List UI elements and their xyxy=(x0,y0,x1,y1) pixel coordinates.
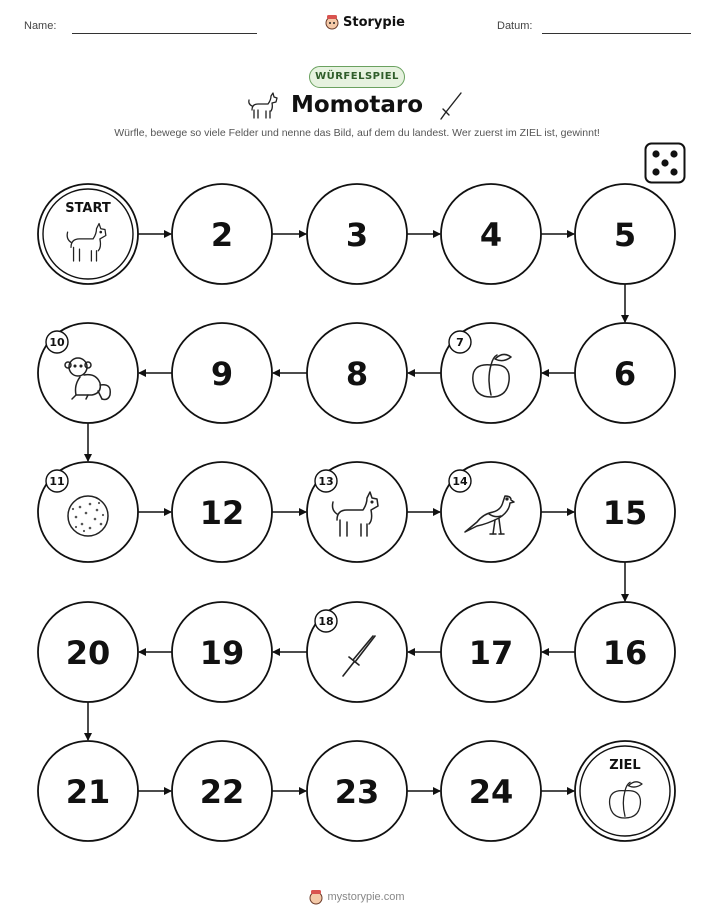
board-cell-15[interactable] xyxy=(575,462,675,562)
cell-number: 3 xyxy=(345,216,369,254)
cell-number: 24 xyxy=(468,773,514,811)
cell-number: 6 xyxy=(613,355,637,393)
board-cell-9[interactable] xyxy=(172,323,272,423)
brand-name: Storypie xyxy=(343,14,405,30)
cell-number: 15 xyxy=(602,494,648,532)
cell-number: 8 xyxy=(345,355,369,393)
storypie-mascot-icon xyxy=(309,889,323,905)
cell-number: 12 xyxy=(199,494,245,532)
board-cell-24[interactable] xyxy=(441,741,541,841)
cell-number: 9 xyxy=(210,355,234,393)
board-cell-16[interactable] xyxy=(575,602,675,702)
board-cell-22[interactable] xyxy=(172,741,272,841)
board-cell-19[interactable] xyxy=(172,602,272,702)
cell-number: 20 xyxy=(65,634,111,672)
cell-number: 19 xyxy=(199,634,245,672)
footer xyxy=(0,889,714,905)
cell-number: 23 xyxy=(334,773,380,811)
board-cell-12[interactable] xyxy=(172,462,272,562)
goal-label: ZIEL xyxy=(609,758,641,773)
board-cell-10[interactable] xyxy=(38,323,138,423)
cell-number: 16 xyxy=(602,634,648,672)
cell-number: 7 xyxy=(456,336,464,349)
board-cell-4[interactable] xyxy=(441,184,541,284)
cell-number: 2 xyxy=(210,216,234,254)
title-text: Momotaro xyxy=(290,92,424,118)
start-label: START xyxy=(65,201,111,216)
board-cell-2[interactable] xyxy=(172,184,272,284)
cell-number: 4 xyxy=(479,216,503,254)
game-type-badge: WÜRFELSPIEL xyxy=(309,66,405,88)
cell-number: 10 xyxy=(49,336,65,349)
board-cell-13[interactable] xyxy=(307,462,407,562)
instructions: Würfle, bewege so viele Felder und nenne das Bild, auf dem du landest. Wer zuerst im ZIEL ist, gewinnt! xyxy=(114,127,600,139)
board-cell-17[interactable] xyxy=(441,602,541,702)
board-cell-5[interactable] xyxy=(575,184,675,284)
cell-number: 22 xyxy=(199,773,245,811)
board-cell-1[interactable] xyxy=(38,184,138,284)
cell-number: 5 xyxy=(613,216,637,254)
cell-number: 21 xyxy=(65,773,111,811)
board-cell-3[interactable] xyxy=(307,184,407,284)
footer-site: mystorypie.com xyxy=(327,891,405,903)
board-cell-23[interactable] xyxy=(307,741,407,841)
date-label: Datum: xyxy=(497,20,533,32)
cell-number: 18 xyxy=(318,615,334,628)
board-cell-14[interactable] xyxy=(441,462,541,562)
cell-number: 11 xyxy=(49,475,65,488)
cell-number: 17 xyxy=(468,634,514,672)
board-cell-6[interactable] xyxy=(575,323,675,423)
cell-number: 14 xyxy=(452,475,468,488)
board-cell-21[interactable] xyxy=(38,741,138,841)
cell-number: 13 xyxy=(318,475,334,488)
board-cell-18[interactable] xyxy=(307,602,407,702)
board-cell-25[interactable] xyxy=(575,741,675,841)
board-cell-11[interactable] xyxy=(38,462,138,562)
board-cell-8[interactable] xyxy=(307,323,407,423)
board-cell-20[interactable] xyxy=(38,602,138,702)
board-cell-7[interactable] xyxy=(441,323,541,423)
cell-circle xyxy=(38,184,138,284)
name-label: Name: xyxy=(24,20,57,32)
